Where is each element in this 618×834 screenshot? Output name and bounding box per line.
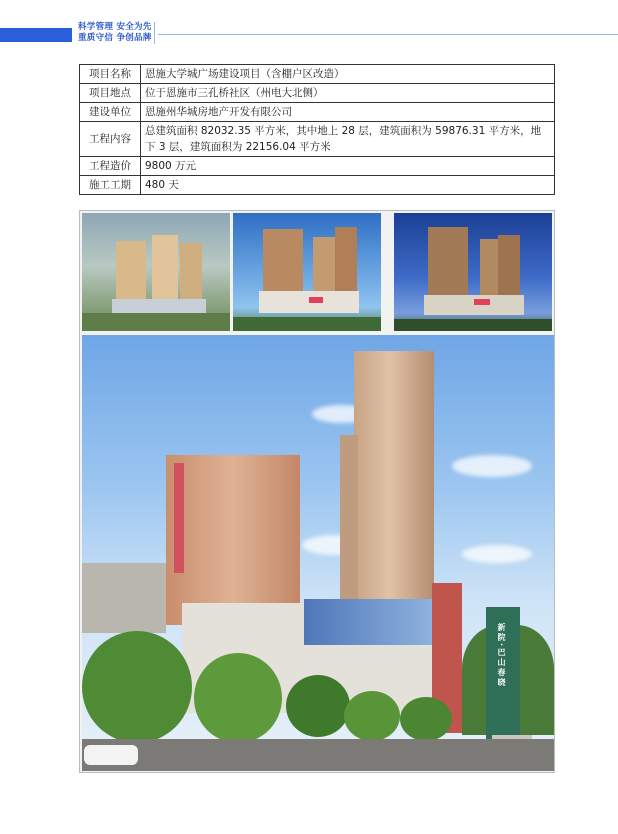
row-value: 总建筑面积 82032.35 平方米，其中地上 28 层，建筑面积为 59876.31 平方米，地下 3 层，建筑面积为 22156.04 平方米	[141, 122, 555, 157]
table-row	[80, 176, 555, 195]
slogan-line-2: 重质守信 争创品牌	[78, 33, 152, 43]
project-info-table	[79, 64, 555, 195]
project-photos	[79, 210, 555, 773]
sign-text: 新院·巴山春晓	[497, 623, 506, 689]
row-label: 施工工期	[80, 176, 141, 195]
row-label: 工程造价	[80, 157, 141, 176]
rendering-dusk-image	[394, 213, 552, 331]
rendering-day-image	[233, 213, 381, 331]
table-row	[80, 84, 555, 103]
header-slogan	[78, 22, 152, 44]
row-value: 9800 万元	[141, 157, 555, 176]
table-row	[80, 122, 555, 157]
row-value: 恩施州华城房地产开发有限公司	[141, 103, 555, 122]
row-label: 建设单位	[80, 103, 141, 122]
row-label: 工程内容	[80, 122, 141, 157]
row-value: 480 天	[141, 176, 555, 195]
completed-building-photo	[82, 335, 554, 771]
row-value: 恩施大学城广场建设项目（含棚户区改造）	[141, 65, 555, 84]
slogan-line-1: 科学管理 安全为先	[78, 22, 152, 32]
header-accent-bar	[0, 28, 72, 42]
table-row	[80, 157, 555, 176]
rendering-aerial-image	[82, 213, 230, 331]
row-label: 项目名称	[80, 65, 141, 84]
table-row	[80, 103, 555, 122]
row-value: 位于恩施市三孔桥社区（州电大北侧）	[141, 84, 555, 103]
header-separator	[154, 22, 155, 44]
row-label: 项目地点	[80, 84, 141, 103]
table-row	[80, 65, 555, 84]
header-rule	[158, 34, 618, 35]
